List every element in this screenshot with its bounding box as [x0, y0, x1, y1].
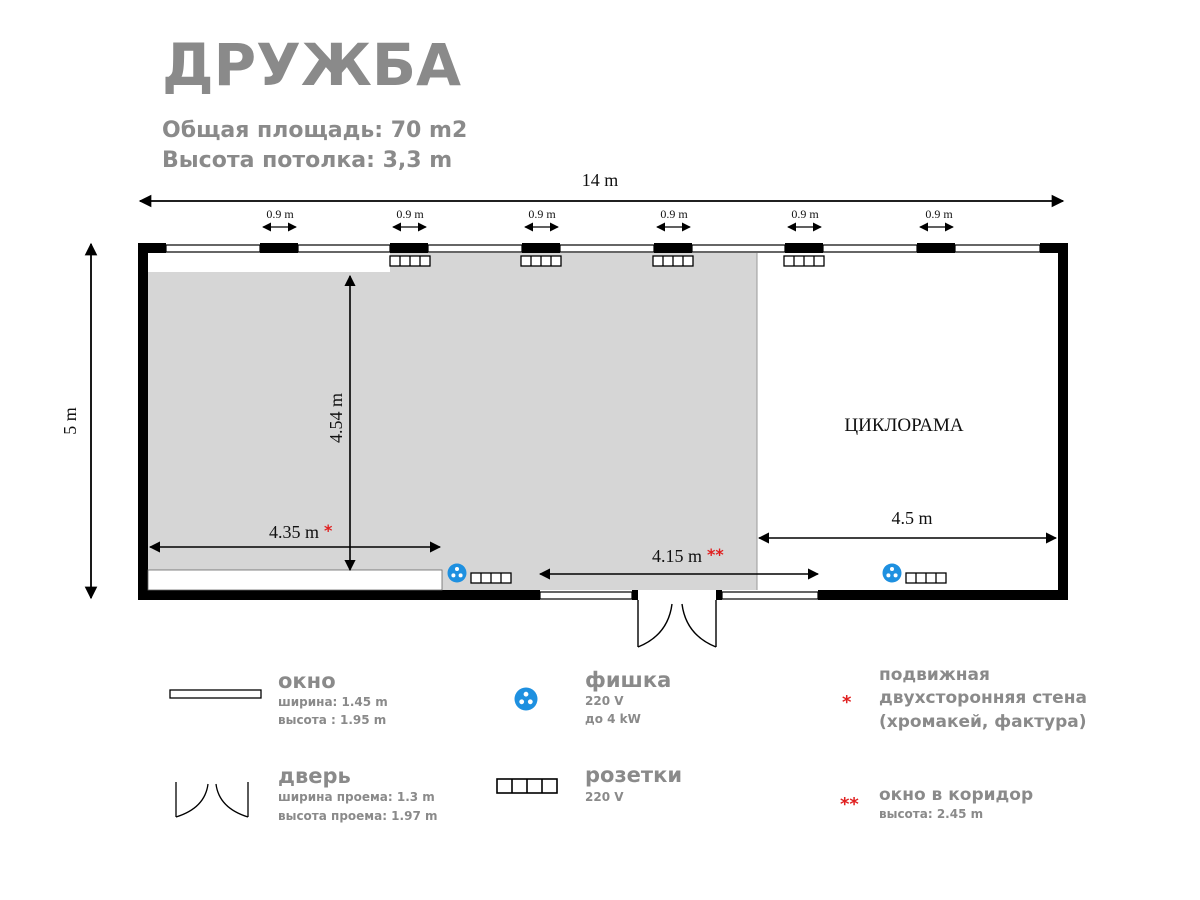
window-gap-label: 0.9 m [266, 207, 294, 221]
legend-wall-mark: * [842, 692, 852, 713]
corridor-window-right [722, 592, 818, 599]
corridor-window-left [540, 592, 632, 599]
plug-icon [883, 564, 902, 583]
door-jamb-right [716, 590, 722, 600]
total-area: Общая площадь: 70 m2 [162, 118, 468, 143]
total-height-label: 5 m [60, 407, 80, 435]
ceiling-height: Высота потолка: 3,3 m [162, 148, 453, 173]
legend-door-icon [176, 782, 248, 817]
movable-wall-mark: * [324, 521, 333, 540]
movable-wall [148, 570, 442, 590]
legend-corridor-title: окно в коридор [879, 785, 1034, 805]
window-gap-label: 0.9 m [925, 207, 953, 221]
legend-plug-title: фишка [585, 668, 672, 692]
window-gap-label: 0.9 m [396, 207, 424, 221]
window [166, 245, 260, 252]
legend-window-icon [170, 690, 261, 698]
socket-block [784, 256, 824, 266]
legend-window-height: высота : 1.95 m [278, 713, 387, 727]
plan-title: ДРУЖБА [162, 31, 461, 99]
legend-wall-line1: подвижная [879, 665, 990, 685]
window-pier [785, 243, 823, 253]
cyclorama-width-label: 4.5 m [891, 508, 933, 528]
studio-floor-area [148, 253, 757, 590]
legend-door-height: высота проема: 1.97 m [278, 809, 438, 823]
total-width-label: 14 m [581, 170, 619, 190]
socket-block [653, 256, 693, 266]
legend-plug-icon [515, 688, 538, 711]
cyclorama-label: ЦИКЛОРАМА [844, 415, 964, 436]
window-pier [260, 243, 298, 253]
legend-window-width: ширина: 1.45 m [278, 695, 388, 709]
legend-door-width: ширина проема: 1.3 m [278, 790, 435, 804]
window [823, 245, 917, 252]
socket-block [906, 573, 946, 583]
window-gap-dimensions [263, 207, 953, 227]
legend-corridor-mark: ** [840, 794, 859, 815]
top-windows [166, 243, 1040, 253]
legend-wall-line2: двухсторонняя стена [879, 688, 1087, 708]
inner-height-label: 4.54 m [326, 392, 346, 444]
wall-bottom-left [138, 590, 540, 600]
legend-plug-voltage: 220 V [585, 694, 624, 708]
door-jamb-left [632, 590, 638, 600]
legend-window-title: окно [278, 669, 336, 693]
wall-bottom-right [818, 590, 1068, 600]
entrance-door [638, 600, 716, 647]
legend-wall-line3: (хромакей, фактура) [879, 712, 1087, 732]
window-pier [522, 243, 560, 253]
window [560, 245, 654, 252]
window-pier [390, 243, 428, 253]
plug-icon [448, 564, 467, 583]
legend-corridor-height: высота: 2.45 m [879, 807, 984, 821]
window-gap-label: 0.9 m [791, 207, 819, 221]
corridor-window-length: 4.15 m [652, 546, 703, 566]
corridor-window-mark: ** [707, 545, 724, 564]
wall-left [138, 243, 148, 600]
movable-wall-length: 4.35 m [269, 522, 320, 542]
wall-top-corner-left [138, 243, 166, 253]
legend-plug-power: до 4 kW [585, 712, 641, 726]
window [692, 245, 785, 252]
window-pier [917, 243, 955, 253]
legend-sockets-voltage: 220 V [585, 790, 624, 804]
window-gap-label: 0.9 m [528, 207, 556, 221]
window-pier [654, 243, 692, 253]
legend-socket-icon [497, 779, 557, 793]
legend-door-title: дверь [278, 764, 351, 788]
window [298, 245, 390, 252]
wall-top-corner-right [1040, 243, 1068, 253]
window [428, 245, 522, 252]
window [955, 245, 1040, 252]
socket-block [521, 256, 561, 266]
socket-block [390, 256, 430, 266]
wall-right [1058, 243, 1068, 600]
legend-sockets-title: розетки [585, 763, 683, 787]
window-gap-label: 0.9 m [660, 207, 688, 221]
socket-block [471, 573, 511, 583]
